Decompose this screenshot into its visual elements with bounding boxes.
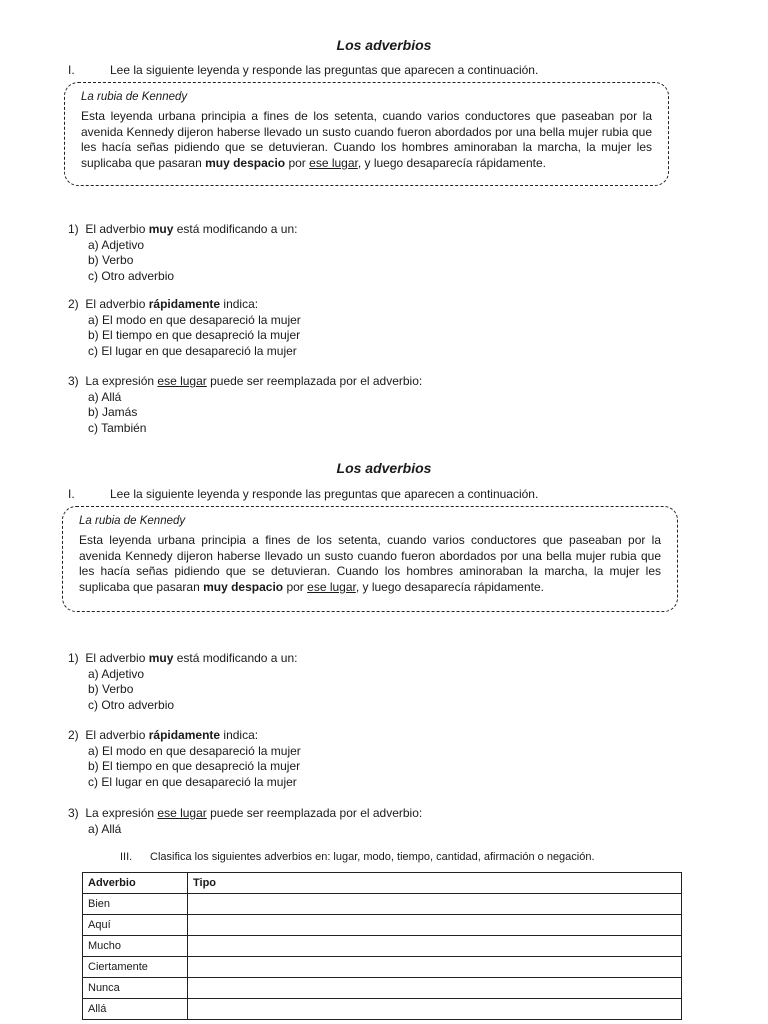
table-row xyxy=(83,915,682,936)
question-2 xyxy=(68,297,301,359)
question-text: está modificando a un: xyxy=(173,651,298,665)
question-2 xyxy=(68,728,301,790)
adverb-cell: Mucho xyxy=(83,936,188,957)
legend-title: La rubia de Kennedy xyxy=(81,91,188,103)
option-a: a) El modo en que desapareció la mujer xyxy=(88,312,301,327)
adverb-table xyxy=(82,872,682,1020)
option-b: b) Verbo xyxy=(88,253,134,267)
adverb-cell: Aquí xyxy=(83,915,188,936)
legend-text: Esta leyenda urbana principia a fines de los setenta, cuando varios conductores que paseaban por la avenida Kennedy dijeron haberse llevado un susto cuando fueron abordados por una bella mujer rubia que les hacía señas pidiendo que se detuvieran. Cuando los hombres aminoraban la marcha, la mujer les suplicaba que pasaran xyxy=(81,109,652,170)
legend-underlined-phrase: ese lugar xyxy=(309,155,358,170)
legend-title: La rubia de Kennedy xyxy=(79,515,186,527)
option-a: a) Adjetivo xyxy=(88,666,145,681)
table-row xyxy=(83,999,682,1020)
legend-text: por xyxy=(285,155,310,170)
table-row xyxy=(83,894,682,915)
table-header: Tipo xyxy=(188,873,682,894)
legend-bold-phrase: muy despacio xyxy=(203,579,284,594)
type-cell[interactable] xyxy=(188,957,682,978)
type-cell[interactable] xyxy=(188,936,682,957)
question-number: 2) xyxy=(68,297,79,311)
question-keyword: muy xyxy=(148,222,174,236)
question-number: 2) xyxy=(68,728,79,742)
adverb-cell: Bien xyxy=(83,894,188,915)
table-header-row xyxy=(83,873,682,894)
question-1 xyxy=(68,651,297,713)
instruction-number: I. xyxy=(68,487,75,501)
instruction-text: Clasifica los siguientes adverbios en: lugar, modo, tiempo, cantidad, afirmación o negación. xyxy=(150,851,595,863)
option-b: b) Jamás xyxy=(88,405,138,419)
question-keyword: muy xyxy=(148,651,174,665)
instruction xyxy=(68,63,538,77)
instruction xyxy=(120,851,595,863)
question-text: indica: xyxy=(220,297,259,311)
option-c: c) Otro adverbio xyxy=(88,268,175,283)
type-cell[interactable] xyxy=(188,894,682,915)
question-underlined: ese lugar xyxy=(157,374,207,388)
option-c: c) El lugar en que desapareció la mujer xyxy=(88,343,297,358)
legend-bold-phrase: muy despacio xyxy=(205,155,286,170)
legend-text: Esta leyenda urbana principia a fines de los setenta, cuando varios conductores que paseaban por la avenida Kennedy dijeron haberse llevado un susto cuando fueron abordados por una bella mujer rubia que les hacía señas pidiendo que se detuvieran. Cuando los hombres aminoraban la marcha, la mujer les suplicaba que pasaran xyxy=(79,533,661,594)
question-number: 3) xyxy=(68,806,79,820)
option-a: a) Adjetivo xyxy=(88,237,145,252)
instruction-number: III. xyxy=(120,851,133,863)
question-text: El adverbio xyxy=(85,297,149,311)
instruction-number: I. xyxy=(68,63,75,77)
option-a: a) Allá xyxy=(88,389,122,404)
question-3 xyxy=(68,374,422,436)
question-text: La expresión xyxy=(85,806,158,820)
legend-box xyxy=(64,82,669,186)
type-cell[interactable] xyxy=(188,978,682,999)
question-text: El adverbio xyxy=(85,651,149,665)
question-number: 1) xyxy=(68,222,79,236)
question-text: está modificando a un: xyxy=(173,222,298,236)
legend-underlined-phrase: ese lugar xyxy=(307,579,356,594)
page-title: Los adverbios xyxy=(336,37,432,53)
adverb-cell: Nunca xyxy=(83,978,188,999)
option-b: b) Verbo xyxy=(88,682,134,696)
question-text: El adverbio xyxy=(85,728,149,742)
type-cell[interactable] xyxy=(188,915,682,936)
option-a: a) El modo en que desapareció la mujer xyxy=(88,743,301,758)
question-text: La expresión xyxy=(85,374,158,388)
legend-text: , y luego desaparecía rápidamente. xyxy=(357,155,546,170)
page-title: Los adverbios xyxy=(336,460,432,476)
table-row xyxy=(83,936,682,957)
legend-box xyxy=(62,506,678,612)
adverb-cell: Allá xyxy=(83,999,188,1020)
question-3 xyxy=(68,806,422,844)
question-text: El adverbio xyxy=(85,222,149,236)
type-cell[interactable] xyxy=(188,999,682,1020)
legend-paragraph xyxy=(81,109,652,171)
legend-text: , y luego desaparecía rápidamente. xyxy=(355,579,544,594)
question-keyword: rápidamente xyxy=(148,297,221,311)
adverb-cell: Ciertamente xyxy=(83,957,188,978)
question-number: 3) xyxy=(68,374,79,388)
option-b: b) El tiempo en que desapreció la mujer xyxy=(88,328,301,342)
option-b: b) El tiempo en que desapreció la mujer xyxy=(88,759,301,773)
option-a: a) Allá xyxy=(88,821,122,836)
question-keyword: rápidamente xyxy=(148,728,221,742)
legend-paragraph xyxy=(79,533,661,595)
table-header: Adverbio xyxy=(83,873,188,894)
option-c: c) También xyxy=(88,420,147,435)
question-text: indica: xyxy=(220,728,259,742)
question-text: puede ser reemplazada por el adverbio: xyxy=(206,374,423,388)
option-c: c) Otro adverbio xyxy=(88,697,175,712)
instruction-text: Lee la siguiente leyenda y responde las preguntas que aparecen a continuación. xyxy=(110,487,539,501)
question-1 xyxy=(68,222,297,284)
option-c: c) El lugar en que desapareció la mujer xyxy=(88,774,297,789)
question-number: 1) xyxy=(68,651,79,665)
instruction-text: Lee la siguiente leyenda y responde las preguntas que aparecen a continuación. xyxy=(110,63,539,77)
instruction xyxy=(68,487,538,501)
legend-text: por xyxy=(283,579,308,594)
question-underlined: ese lugar xyxy=(157,806,207,820)
table-row xyxy=(83,978,682,999)
table-row xyxy=(83,957,682,978)
question-text: puede ser reemplazada por el adverbio: xyxy=(206,806,423,820)
